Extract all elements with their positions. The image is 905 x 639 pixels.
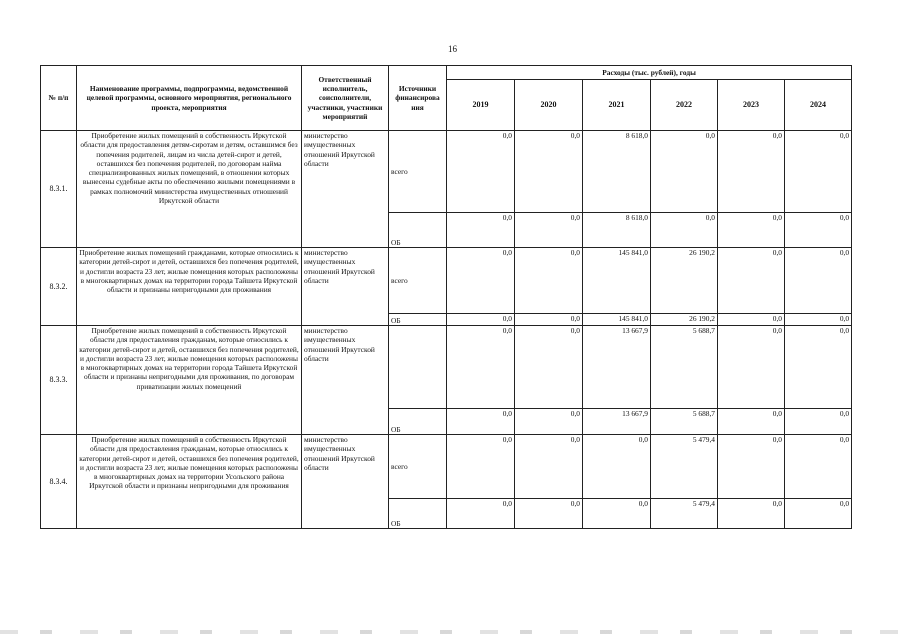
source-total-label: всего: [389, 131, 447, 213]
responsible-executor: министерство имущественных отношений Иркутской области: [302, 435, 389, 529]
value-cell: 8 618,0: [583, 213, 651, 248]
header-year: 2021: [583, 80, 651, 131]
source-total-label: [389, 326, 447, 409]
header-sources: [389, 66, 447, 131]
responsible-executor: министерство имущественных отношений Иркутской области: [302, 131, 389, 248]
row-number: 8.3.1.: [41, 131, 77, 248]
value-cell: 0,0: [785, 131, 852, 213]
value-cell: 13 667,9: [583, 409, 651, 435]
measure-name: Приобретение жилых помещений в собственность Иркутской области для предоставления гражданам, которые относились к категории детей-сирот и детей, оставшихся без попечения родителей, и достигли возраста 23 лет, жилые помещения которых расположены в многоквартирных домах на территории города Тайшета Иркутской области и признаны непригодными для проживания, по договорам приватизации жилых помещений: [77, 326, 302, 435]
value-cell: 0,0: [785, 213, 852, 248]
value-cell: 0,0: [785, 248, 852, 314]
header-num: № п/п: [41, 66, 77, 131]
value-cell: 8 618,0: [583, 131, 651, 213]
value-cell: 0,0: [515, 326, 583, 409]
value-cell: 145 841,0: [583, 248, 651, 314]
header-year: 2019: [447, 80, 515, 131]
table-row: [41, 326, 852, 409]
value-cell: 0,0: [447, 248, 515, 314]
value-cell: 0,0: [718, 499, 785, 529]
header-sources-line1: Источники: [398, 84, 437, 94]
value-cell: 13 667,9: [583, 326, 651, 409]
value-cell: 0,0: [447, 131, 515, 213]
value-cell: 0,0: [718, 326, 785, 409]
value-cell: 0,0: [515, 131, 583, 213]
value-cell: 0,0: [515, 213, 583, 248]
source-ob-label: ОБ: [389, 213, 447, 248]
row-number: 8.3.4.: [41, 435, 77, 529]
value-cell: 0,0: [447, 409, 515, 435]
value-cell: 5 479,4: [651, 435, 718, 499]
header-expenses: Расходы (тыс. рублей), годы: [447, 66, 852, 80]
value-cell: 145 841,0: [583, 314, 651, 326]
value-cell: 0,0: [515, 435, 583, 499]
value-cell: 0,0: [583, 499, 651, 529]
header-year: 2024: [785, 80, 852, 131]
value-cell: 0,0: [785, 409, 852, 435]
header-responsible: Ответственный исполнитель, соисполнители, участники, участники мероприятий: [302, 66, 389, 131]
value-cell: 0,0: [515, 409, 583, 435]
value-cell: 0,0: [651, 131, 718, 213]
value-cell: 0,0: [718, 248, 785, 314]
value-cell: 0,0: [447, 314, 515, 326]
value-cell: 0,0: [718, 314, 785, 326]
table-row: [41, 248, 852, 314]
source-ob-label: ОБ: [389, 499, 447, 529]
value-cell: 5 688,7: [651, 326, 718, 409]
header-name: Наименование программы, подпрограммы, ведомственной целевой программы, основного мероприятия, регионального проекта, мероприятия: [77, 66, 302, 131]
value-cell: 0,0: [785, 314, 852, 326]
value-cell: 0,0: [785, 435, 852, 499]
header-year: 2022: [651, 80, 718, 131]
value-cell: 0,0: [515, 248, 583, 314]
page-number: 16: [448, 44, 457, 54]
value-cell: 0,0: [583, 435, 651, 499]
header-year: 2020: [515, 80, 583, 131]
table-row: [41, 435, 852, 499]
source-ob-label: ОБ: [389, 409, 447, 435]
value-cell: 0,0: [447, 499, 515, 529]
value-cell: 5 479,4: [651, 499, 718, 529]
value-cell: 0,0: [447, 435, 515, 499]
value-cell: 26 190,2: [651, 314, 718, 326]
scan-edge-artifact: [0, 630, 905, 634]
row-number: 8.3.2.: [41, 248, 77, 326]
source-total-label: всего: [389, 435, 447, 499]
value-cell: 0,0: [718, 131, 785, 213]
value-cell: 0,0: [447, 213, 515, 248]
header-year: 2023: [718, 80, 785, 131]
value-cell: 0,0: [447, 326, 515, 409]
value-cell: 0,0: [718, 213, 785, 248]
value-cell: 0,0: [785, 326, 852, 409]
row-number: 8.3.3.: [41, 326, 77, 435]
responsible-executor: министерство имущественных отношений Иркутской области: [302, 326, 389, 435]
header-sources-line3: ния: [411, 102, 424, 112]
value-cell: 0,0: [718, 409, 785, 435]
value-cell: 26 190,2: [651, 248, 718, 314]
responsible-executor: министерство имущественных отношений Иркутской области: [302, 248, 389, 326]
measure-name: Приобретение жилых помещений в собственность Иркутской области для предоставления гражданам, которые относились к категории детей-сирот и детей, оставшихся без попечения родителей, и достигли возраста 23 лет, жилые помещения которых расположены в многоквартирных домах на территории Усольского района Иркутской области и признаны непригодными для проживания: [77, 435, 302, 529]
value-cell: 0,0: [515, 499, 583, 529]
measure-name: Приобретение жилых помещений в собственность Иркутской области для предоставления детям-сиротам и детям, оставшимся без попечения родителей, лицам из числа детей-сирот и детей, оставшихся без попечения родителей, по договорам найма специализированных жилых помещений, в отношении которых вынесены судебные акты по обеспечению жилыми помещениями в рамках полномочий министерства имущественных отношений Иркутской области: [77, 131, 302, 248]
value-cell: 0,0: [515, 314, 583, 326]
value-cell: 0,0: [651, 213, 718, 248]
value-cell: 5 688,7: [651, 409, 718, 435]
source-ob-label: ОБ: [389, 314, 447, 326]
measure-name: Приобретение жилых помещений гражданами, которые относились к категории детей-сирот и детей, оставшихся без попечения родителей, и достигли возраста 23 лет, жилые помещения которых расположены в многоквартирных домах на территории города Тайшета Иркутской области и признаны непригодными для проживания: [77, 248, 302, 326]
financing-table: [40, 65, 852, 529]
table-row: [41, 131, 852, 213]
header-sources-line2: финансирова: [395, 93, 440, 103]
value-cell: 0,0: [785, 499, 852, 529]
value-cell: 0,0: [718, 435, 785, 499]
source-total-label: всего: [389, 248, 447, 314]
